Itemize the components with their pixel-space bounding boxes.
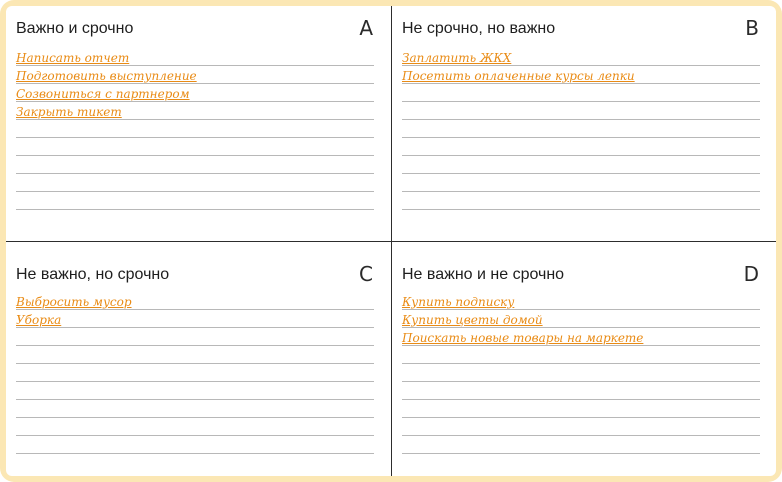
quadrant-d-title: Не важно и не срочно xyxy=(402,266,565,283)
task-line[interactable] xyxy=(16,102,374,120)
task-item[interactable]: Созвониться с партнером xyxy=(16,87,190,101)
task-item[interactable]: Посетить оплаченные курсы лепки xyxy=(402,69,635,83)
empty-line[interactable] xyxy=(402,192,760,210)
quadrant-d xyxy=(392,242,776,476)
empty-line[interactable] xyxy=(402,436,760,454)
task-line[interactable] xyxy=(16,310,374,328)
quadrant-a xyxy=(6,6,391,241)
quadrant-b-letter: B xyxy=(745,16,759,40)
empty-line[interactable] xyxy=(16,120,374,138)
empty-line[interactable] xyxy=(16,364,374,382)
empty-line[interactable] xyxy=(16,192,374,210)
empty-line[interactable] xyxy=(402,400,760,418)
empty-line[interactable] xyxy=(402,418,760,436)
task-item[interactable]: Уборка xyxy=(16,313,62,327)
task-item[interactable]: Купить цветы домой xyxy=(402,313,543,327)
task-item[interactable]: Выбросить мусор xyxy=(16,295,132,309)
quadrant-b-title: Не срочно, но важно xyxy=(402,20,556,37)
task-line[interactable] xyxy=(16,48,374,66)
task-line[interactable] xyxy=(16,84,374,102)
task-item[interactable]: Подготовить выступление xyxy=(16,69,197,83)
quadrant-d-letter: D xyxy=(743,262,759,286)
empty-line[interactable] xyxy=(16,436,374,454)
task-line[interactable] xyxy=(402,292,760,310)
empty-line[interactable] xyxy=(402,364,760,382)
horizontal-divider xyxy=(6,241,776,242)
empty-line[interactable] xyxy=(402,382,760,400)
task-item[interactable]: Написать отчет xyxy=(16,51,130,65)
quadrant-b-lines xyxy=(402,48,760,210)
empty-line[interactable] xyxy=(16,400,374,418)
task-line[interactable] xyxy=(402,66,760,84)
task-line[interactable] xyxy=(16,66,374,84)
task-item[interactable]: Поискать новые товары на маркете xyxy=(402,331,644,345)
task-item[interactable]: Заплатить ЖКХ xyxy=(402,51,512,65)
empty-line[interactable] xyxy=(16,418,374,436)
empty-line[interactable] xyxy=(402,102,760,120)
empty-line[interactable] xyxy=(402,84,760,102)
quadrant-c xyxy=(6,242,391,476)
quadrant-a-title: Важно и срочно xyxy=(16,20,134,37)
empty-line[interactable] xyxy=(16,382,374,400)
quadrant-d-lines xyxy=(402,292,760,454)
empty-line[interactable] xyxy=(16,174,374,192)
eisenhower-matrix xyxy=(6,6,776,476)
task-line[interactable] xyxy=(402,310,760,328)
task-item[interactable]: Купить подписку xyxy=(402,295,515,309)
quadrant-c-lines xyxy=(16,292,374,454)
quadrant-a-letter: A xyxy=(359,16,373,40)
quadrant-a-lines xyxy=(16,48,374,210)
quadrant-c-title: Не важно, но срочно xyxy=(16,266,170,283)
task-line[interactable] xyxy=(16,292,374,310)
task-line[interactable] xyxy=(402,328,760,346)
empty-line[interactable] xyxy=(402,174,760,192)
empty-line[interactable] xyxy=(16,328,374,346)
empty-line[interactable] xyxy=(16,156,374,174)
empty-line[interactable] xyxy=(16,346,374,364)
empty-line[interactable] xyxy=(402,120,760,138)
quadrant-c-letter: C xyxy=(359,262,373,286)
task-line[interactable] xyxy=(402,48,760,66)
empty-line[interactable] xyxy=(402,138,760,156)
empty-line[interactable] xyxy=(402,156,760,174)
empty-line[interactable] xyxy=(402,346,760,364)
quadrant-b xyxy=(392,6,776,241)
task-item[interactable]: Закрыть тикет xyxy=(16,105,122,119)
empty-line[interactable] xyxy=(16,138,374,156)
